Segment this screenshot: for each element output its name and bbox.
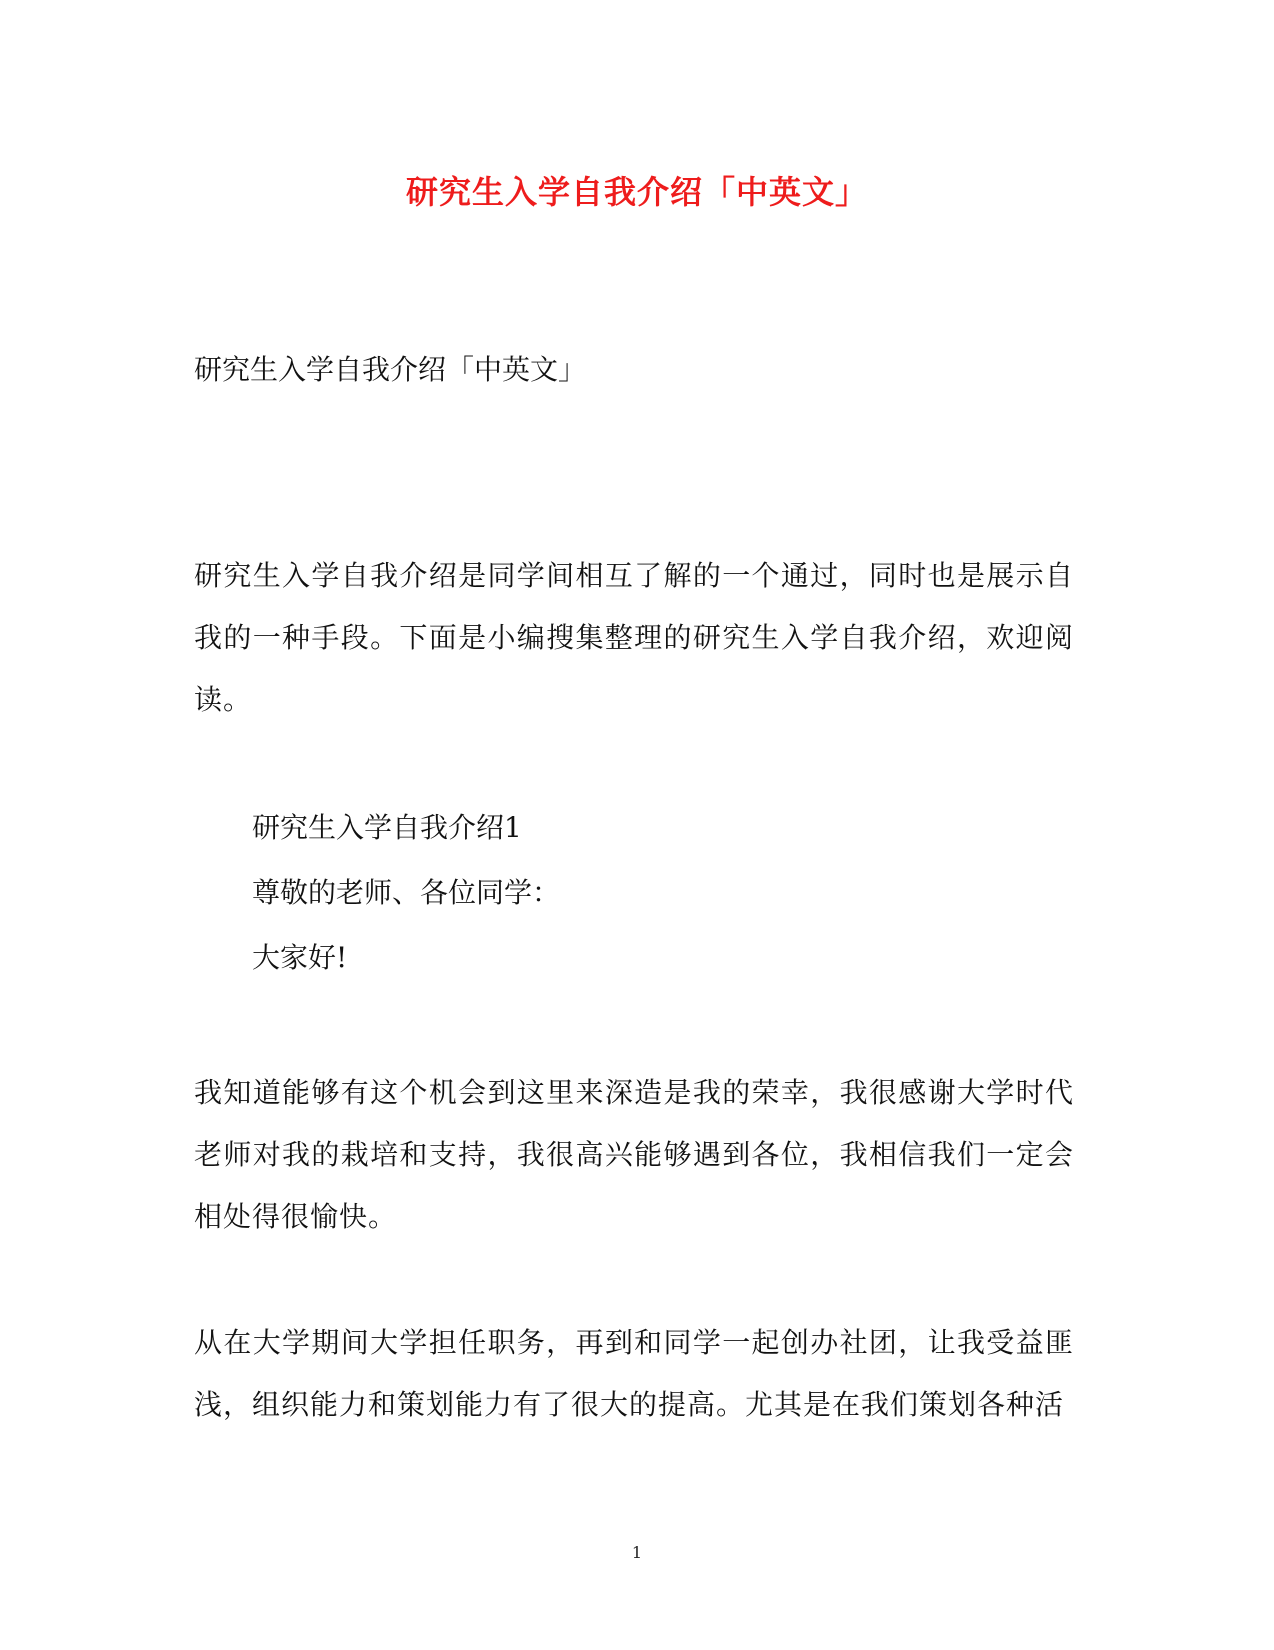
document-subtitle: 研究生入学自我介绍「中英文」 bbox=[194, 353, 587, 386]
greeting-line: 大家好! bbox=[252, 941, 348, 974]
salutation-line: 尊敬的老师、各位同学： bbox=[252, 876, 561, 909]
intro-paragraph: 研究生入学自我介绍是同学间相互了解的一个通过，同时也是展示自我的一种手段。下面是小编搜集整理的研究生入学自我介绍，欢迎阅读。 bbox=[194, 559, 1074, 716]
document-title: 研究生入学自我介绍「中英文」 bbox=[405, 173, 868, 211]
page-number: 1 bbox=[631, 1543, 643, 1562]
section-heading: 研究生入学自我介绍1 bbox=[252, 811, 522, 844]
body-paragraph: 我知道能够有这个机会到这里来深造是我的荣幸，我很感谢大学时代老师对我的栽培和支持，我很高兴能够遇到各位，我相信我们一定会相处得很愉快。 bbox=[194, 1076, 1074, 1233]
body-paragraph: 从在大学期间大学担任职务，再到和同学一起创办社团，让我受益匪浅，组织能力和策划能力有了很大的提高。尤其是在我们策划各种活 bbox=[194, 1326, 1074, 1421]
